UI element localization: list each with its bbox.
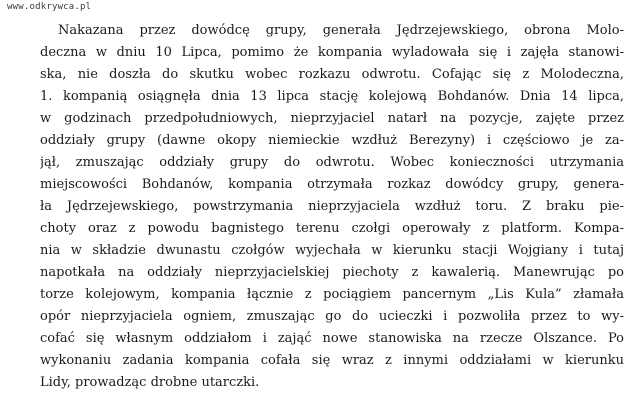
- paragraph-line: miejscowości Bohdanów, kompania otrzymała rozkaz dowódcy grupy, genera-: [40, 177, 624, 192]
- paragraph-line: nia w składzie dwunastu czołgów wyjechała w kierunku stacji Wojgiany i tutaj: [40, 243, 624, 258]
- paragraph-line: opór nieprzyjaciela ogniem, zmuszając go do ucieczki i pozwoliła przez to wy-: [40, 309, 624, 324]
- paragraph-line: ła Jędrzejewskiego, powstrzymania nieprzyjaciela wzdłuż toru. Z braku pie-: [40, 199, 624, 214]
- paragraph-line: torze kolejowym, kompania łącznie z pociągiem pancernym „Lis Kula” złamała: [40, 287, 624, 302]
- paragraph-line: deczna w dniu 10 Lipca, pomimo że kompania wyladowała się i zajęła stanowi-: [40, 45, 624, 60]
- paragraph-line: ska, nie doszła do skutku wobec rozkazu odwrotu. Cofając się z Molodeczna,: [40, 67, 624, 82]
- paragraph-line: wykonaniu zadania kompania cofała się wraz z innymi oddziałami w kierunku: [40, 353, 624, 368]
- paragraph-line: Nakazana przez dowódcę grupy, generała Jędrzejewskiego, obrona Molo-: [58, 23, 624, 38]
- watermark-url: www.odkrywca.pl: [7, 2, 92, 12]
- paragraph-line: napotkała na oddziały nieprzyjacielskiej piechoty z kawalerią. Manewrując po: [40, 265, 624, 280]
- body-paragraph: [40, 20, 624, 394]
- paragraph-line: cofać się własnym oddziałom i zająć nowe stanowiska na rzecze Olszance. Po: [40, 331, 624, 346]
- paragraph-line: Lidy, prowadząc drobne utarczki.: [40, 375, 260, 390]
- paragraph-line: jął, zmuszając oddziały grupy do odwrotu. Wobec konieczności utrzymania: [40, 155, 624, 170]
- paragraph-line: oddziały grupy (dawne okopy niemieckie wzdłuż Berezyny) i częściowo je za-: [40, 133, 624, 148]
- paragraph-line: w godzinach przedpołudniowych, nieprzyjaciel natarł na pozycje, zajęte przez: [40, 111, 624, 126]
- paragraph-line: choty oraz z powodu bagnistego terenu czołgi operowały z platform. Kompa-: [40, 221, 624, 236]
- paragraph-line: 1. kompanią osiągnęła dnia 13 lipca stację kolejową Bohdanów. Dnia 14 lipca,: [40, 89, 624, 104]
